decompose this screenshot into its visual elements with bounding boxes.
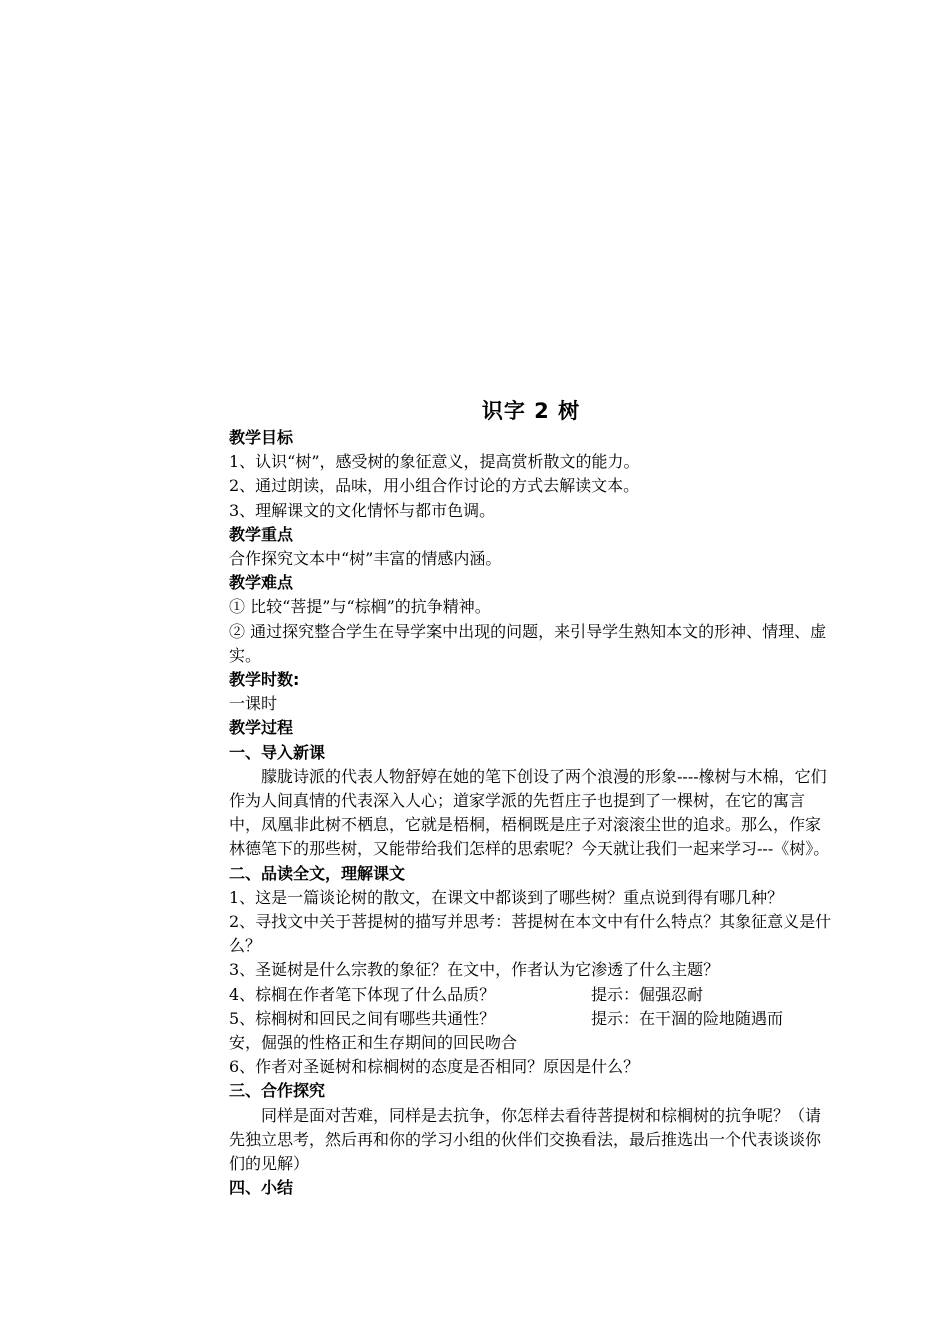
process-heading: 教学过程 xyxy=(229,718,294,738)
explore-heading: 三、合作探究 xyxy=(229,1081,326,1101)
difficulty-item: ① 比较“菩提”与“棕榈”的抗争精神。 xyxy=(229,597,491,617)
question-4: 4、棕榈在作者笔下体现了什么品质？ xyxy=(229,984,496,1004)
difficulties-heading: 教学难点 xyxy=(229,573,294,593)
question-5: 5、棕榈树和回民之间有哪些共通性？ xyxy=(229,1008,496,1028)
reading-heading: 二、品读全文，理解课文 xyxy=(229,863,406,883)
goal-item: 3、理解课文的文化情怀与都市色调。 xyxy=(229,500,496,520)
document-title: 识字 2 树 xyxy=(481,399,581,423)
question-2: 2、寻找文中关于菩提树的描写并思考：菩提树在本文中有什么特点？其象征意义是什么？ xyxy=(229,912,832,956)
question-6: 6、作者对圣诞树和棕榈树的态度是否相同？原因是什么？ xyxy=(229,1057,640,1077)
hours-text: 一课时 xyxy=(229,694,278,714)
summary-heading: 四、小结 xyxy=(229,1178,294,1198)
key-points-heading: 教学重点 xyxy=(229,524,294,544)
question-1: 1、这是一篇谈论树的散文，在课文中都谈到了哪些树？重点说到得有哪几种？ xyxy=(229,887,784,907)
hours-heading: 教学时数: xyxy=(229,670,300,690)
document-page xyxy=(229,396,833,1201)
intro-paragraph: 朦胧诗派的代表人物舒婷在她的笔下创设了两个浪漫的形象----橡树与木棉，它们作为人间真情的代表深入人心；道家学派的先哲庄子也提到了一棵树，在它的寓言中，凤凰非此树不栖息，它就是梧桐，梧桐既是庄子对滚滚尘世的追求。那么，作家林德笔下的那些树，又能带给我们怎样的思索呢？今天就让我们一起来学习---《树》。 xyxy=(229,766,830,859)
goals-heading: 教学目标 xyxy=(229,428,294,447)
goal-item: 1、认识“树”，感受树的象征意义，提高赏析散文的能力。 xyxy=(229,452,640,472)
intro-heading: 一、导入新课 xyxy=(229,742,326,762)
explore-paragraph: 同样是面对苦难，同样是去抗争，你怎样去看待菩提树和棕榈树的抗争呢？（请先独立思考，然后再和你的学习小组的伙伴们交换看法，最后推选出一个代表谈谈你们的见解） xyxy=(229,1105,822,1174)
key-points-text: 合作探究文本中“树”丰富的情感内涵。 xyxy=(229,549,502,569)
question-4-row xyxy=(229,983,833,1007)
question-5-row xyxy=(229,1007,833,1031)
question-5-continuation: 安，倔强的性格正和生存期间的回民吻合 xyxy=(229,1033,518,1053)
goal-item: 2、通过朗读，品味，用小组合作讨论的方式去解读文本。 xyxy=(229,476,640,496)
question-4-hint: 提示：倔强忍耐 xyxy=(591,984,704,1004)
question-5-hint: 提示：在干涸的险地随遇而 xyxy=(591,1008,784,1028)
question-3: 3、圣诞树是什么宗教的象征？在文中，作者认为它渗透了什么主题？ xyxy=(229,960,720,980)
difficulty-item: ② 通过探究整合学生在导学案中出现的问题，来引导学生熟知本文的形神、情理、虚实。 xyxy=(229,621,827,665)
